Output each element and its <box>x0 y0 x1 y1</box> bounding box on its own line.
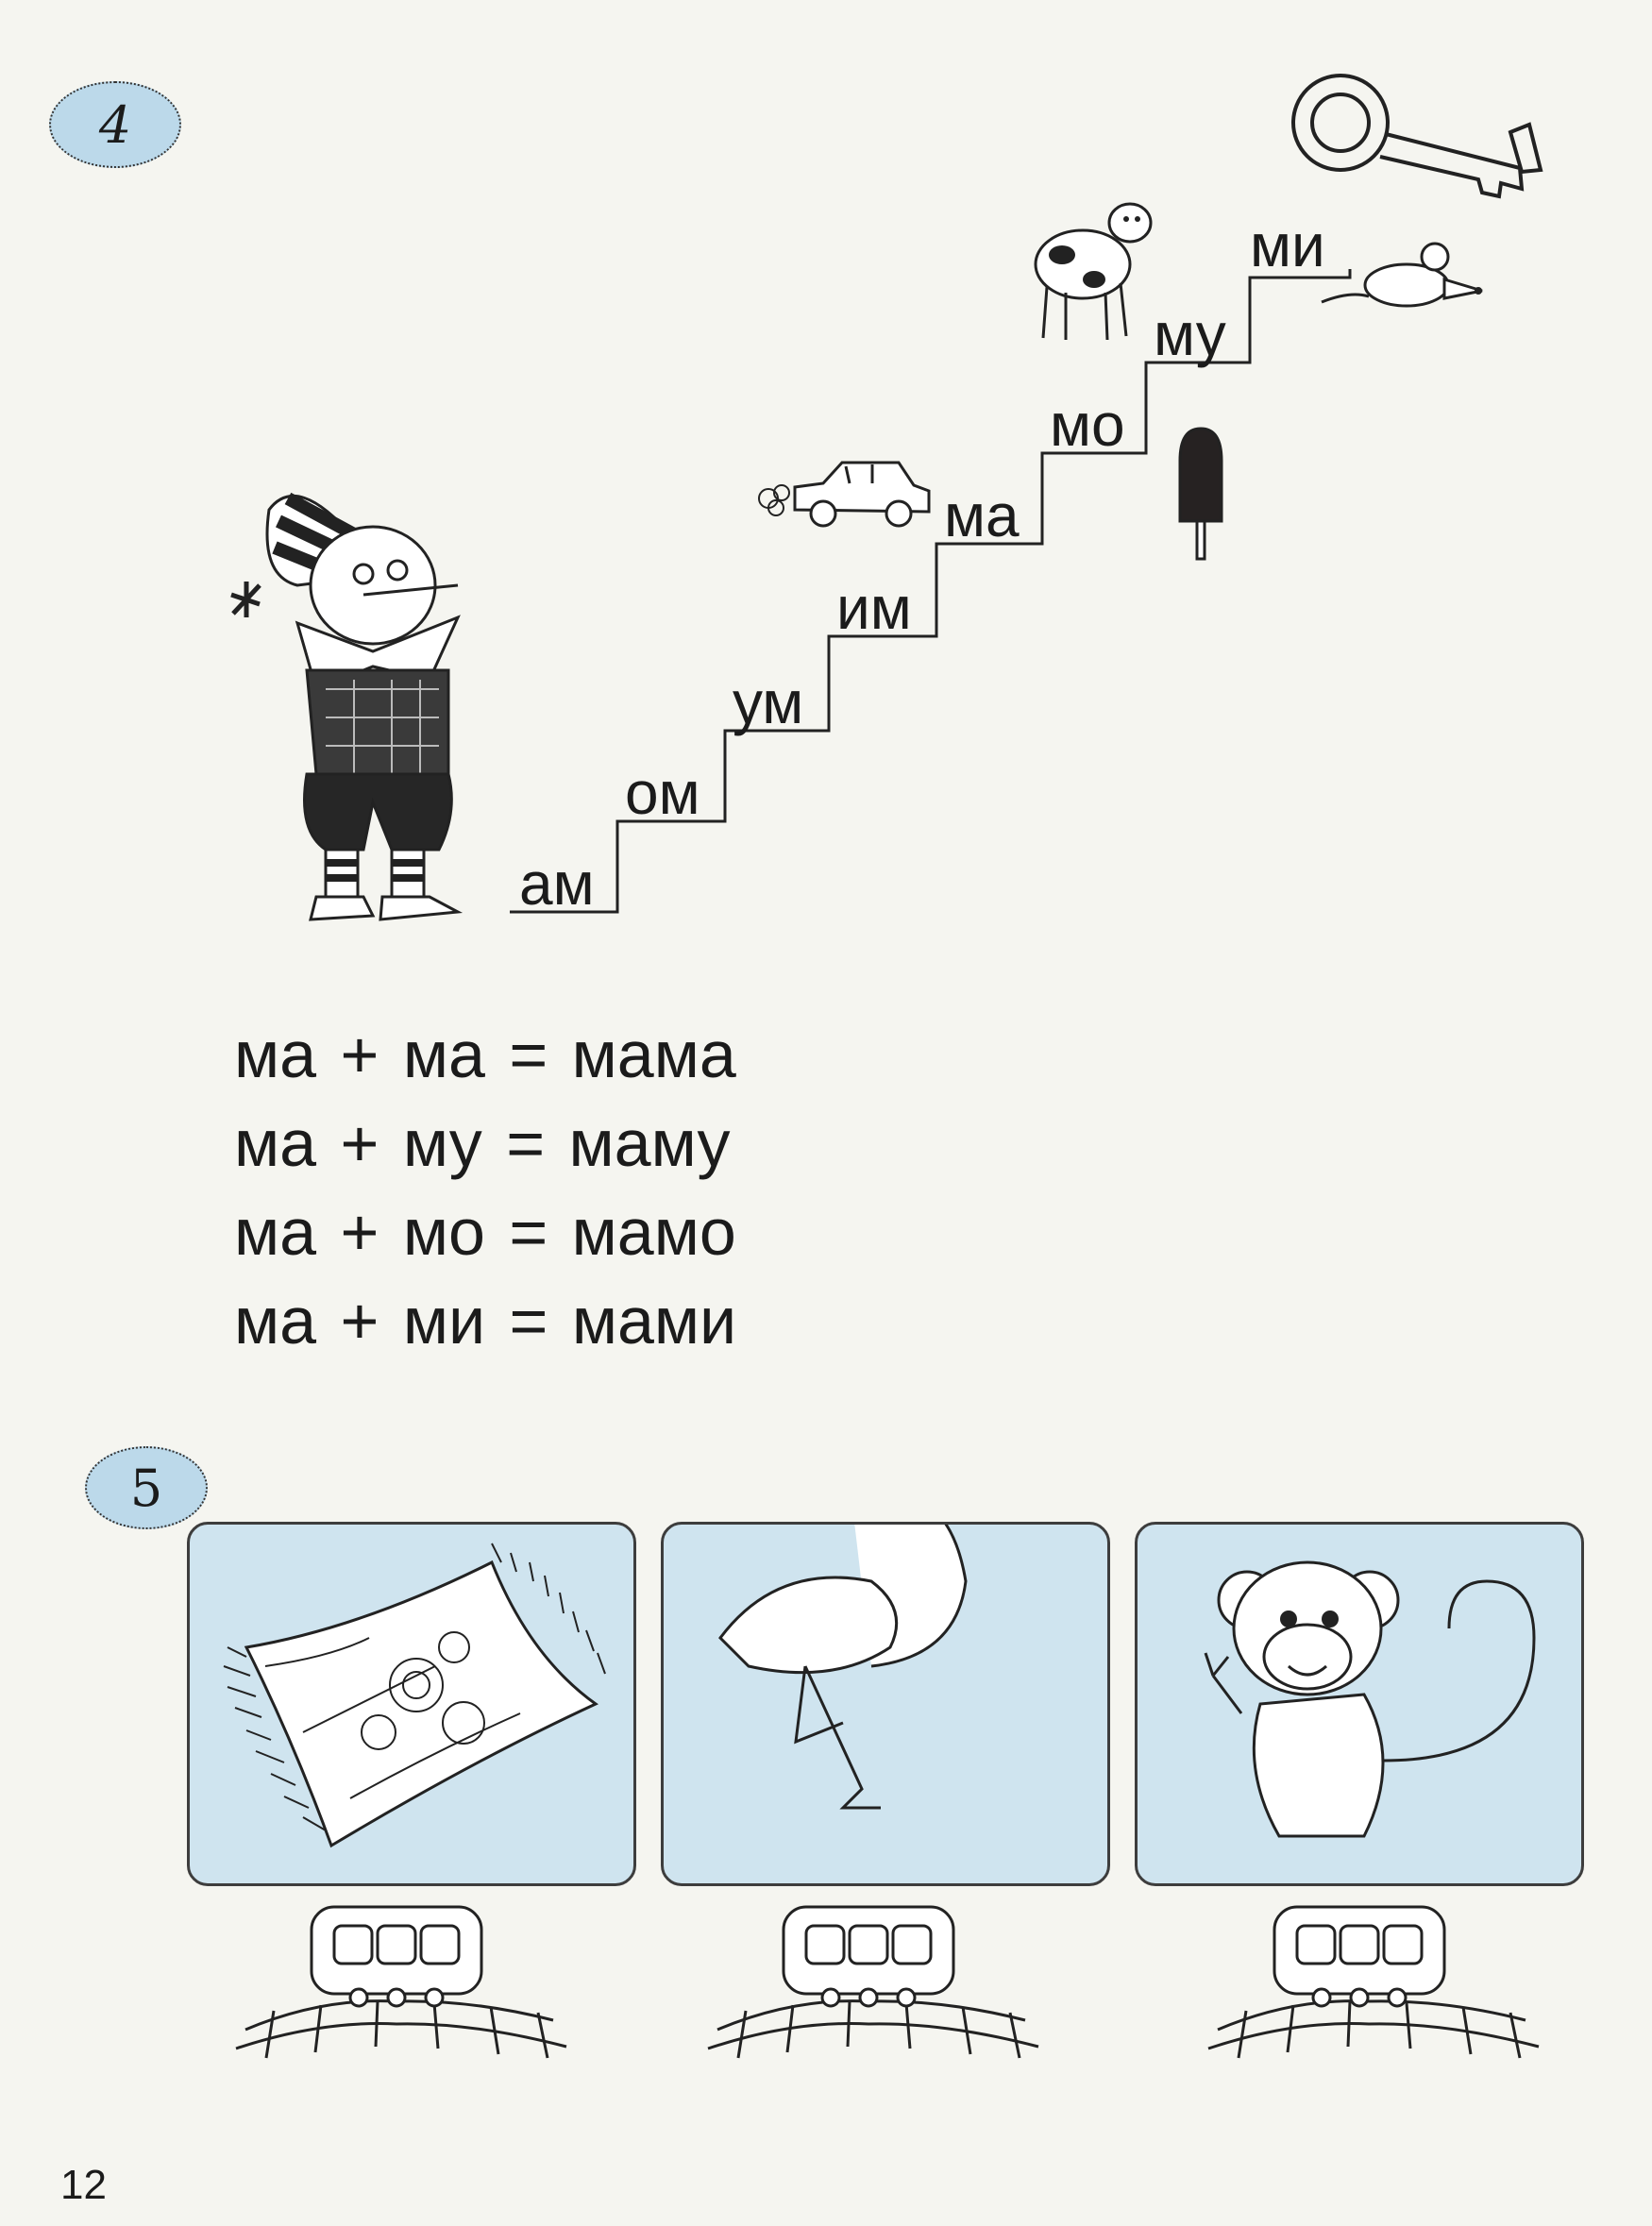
ladder-syllable-mu: му <box>1154 300 1226 368</box>
train-1 <box>236 1907 566 2058</box>
ladder-syllable-um: ум <box>733 668 804 736</box>
ladder-syllable-im: им <box>836 574 912 642</box>
equation-1: ма + ма = мама <box>234 1018 736 1091</box>
page-number: 12 <box>60 2162 107 2208</box>
picture-card-flamingo <box>661 1522 1110 1886</box>
monkey-icon <box>1138 1525 1581 1883</box>
ladder-syllable-mi: ми <box>1250 211 1325 279</box>
picture-card-carpet <box>187 1522 636 1886</box>
ladder-syllable-mo: мо <box>1050 391 1125 459</box>
ladder-steps <box>0 0 1652 944</box>
flamingo-icon <box>664 1525 1107 1883</box>
exercise-4-badge: 4 <box>49 81 181 168</box>
exercise-5-badge: 5 <box>85 1446 208 1529</box>
carpet-icon <box>190 1525 633 1883</box>
trains-row <box>0 1879 1652 2077</box>
ladder-syllable-om: ом <box>625 759 700 827</box>
train-2 <box>708 1907 1038 2058</box>
equation-3: ма + мо = мамо <box>234 1195 736 1269</box>
equation-4: ма + ми = мами <box>234 1284 737 1358</box>
equation-2: ма + му = маму <box>234 1106 731 1180</box>
ladder-syllable-ma: ма <box>944 481 1020 549</box>
ladder-syllable-am: ам <box>519 850 595 918</box>
picture-card-monkey <box>1135 1522 1584 1886</box>
train-3 <box>1208 1907 1539 2058</box>
